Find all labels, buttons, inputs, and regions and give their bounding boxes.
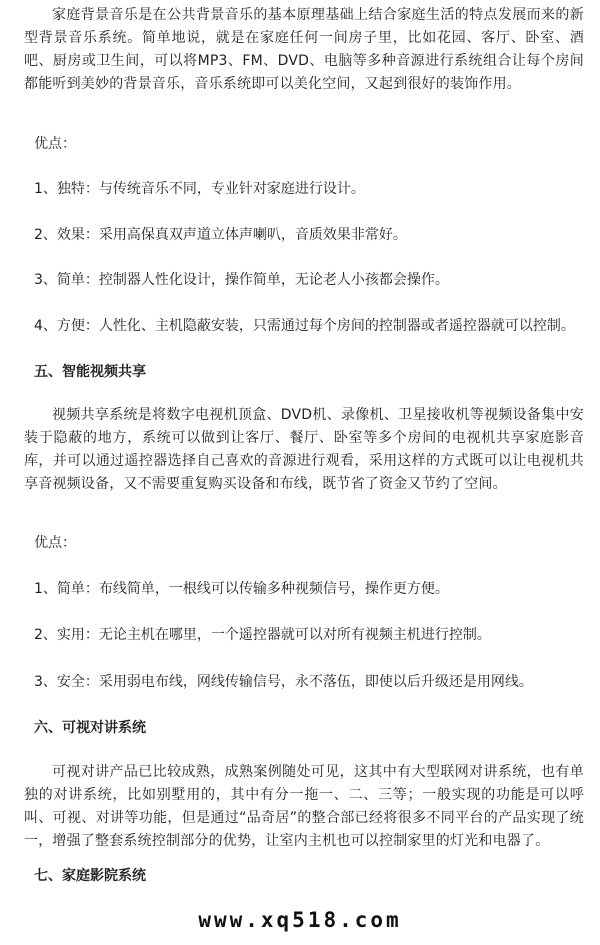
music-pro-item: 1、独特：与传统音乐不同，专业针对家庭进行设计。 <box>34 181 365 197</box>
site-watermark: www.xq518.com <box>198 908 402 932</box>
video-pro-item: 3、安全：采用弱电布线，网线传输信号，永不落伍，即使以后升级还是用网线。 <box>34 674 533 690</box>
music-pro-item: 2、效果：采用高保真双声道立体声喇叭，音质效果非常好。 <box>34 227 407 243</box>
video-pro-item: 2、实用：无论主机在哪里，一个遥控器就可以对所有视频主机进行控制。 <box>34 627 491 643</box>
section-heading-video-intercom: 六、可视对讲系统 <box>34 720 146 736</box>
music-pro-item: 4、方便：人性化、主机隐蔽安装，只需通过每个房间的控制器或者遥控器就可以控制。 <box>34 318 575 334</box>
video-sharing-paragraph: 视频共享系统是将数字电视机顶盒、DVD机、录像机、卫星接收机等视频设备集中安装于隐蔽的地方，系统可以做到让客厅、餐厅、卧室等多个房间的电视机共享家庭影音库，并可以通过遥控器选择自己喜欢的音源进行观看，采用这样的方式既可以让电视机共享音视频设备，又不需要重复购买设备和布线，既节省了资金又节约了空间。 <box>24 407 584 492</box>
intercom-paragraph: 可视对讲产品已比较成熟，成熟案例随处可见，这其中有大型联网对讲系统，也有单独的对讲系统，比如别墅用的，其中有分一拖一、二、三等；一般实现的功能是可以呼叫、可视、对讲等功能，但是通过“品奇居”的整合部已经将很多不同平台的产品实现了统一，增强了整套系统控制部分的优势，让室内主机也可以控制家里的灯光和电器了。 <box>24 764 584 849</box>
section-heading-home-theater: 七、家庭影院系统 <box>34 868 146 884</box>
music-pros-label: 优点： <box>34 136 76 152</box>
intro-paragraph: 家庭背景音乐是在公共背景音乐的基本原理基础上结合家庭生活的特点发展而来的新型背景音乐系统。简单地说，就是在家庭任何一间房子里，比如花园、客厅、卧室、酒吧、厨房或卫生间，可以将MP3、FM、DVD、电脑等多种音源进行系统组合让每个房间都能听到美妙的背景音乐，音乐系统即可以美化空间，又起到很好的装饰作用。 <box>24 7 584 92</box>
video-pros-label: 优点： <box>34 535 76 551</box>
music-pro-item: 3、简单：控制器人性化设计，操作简单，无论老人小孩都会操作。 <box>34 272 449 288</box>
video-pro-item: 1、简单：布线简单，一根线可以传输多种视频信号，操作更方便。 <box>34 581 449 597</box>
section-heading-video-sharing: 五、智能视频共享 <box>34 364 146 380</box>
